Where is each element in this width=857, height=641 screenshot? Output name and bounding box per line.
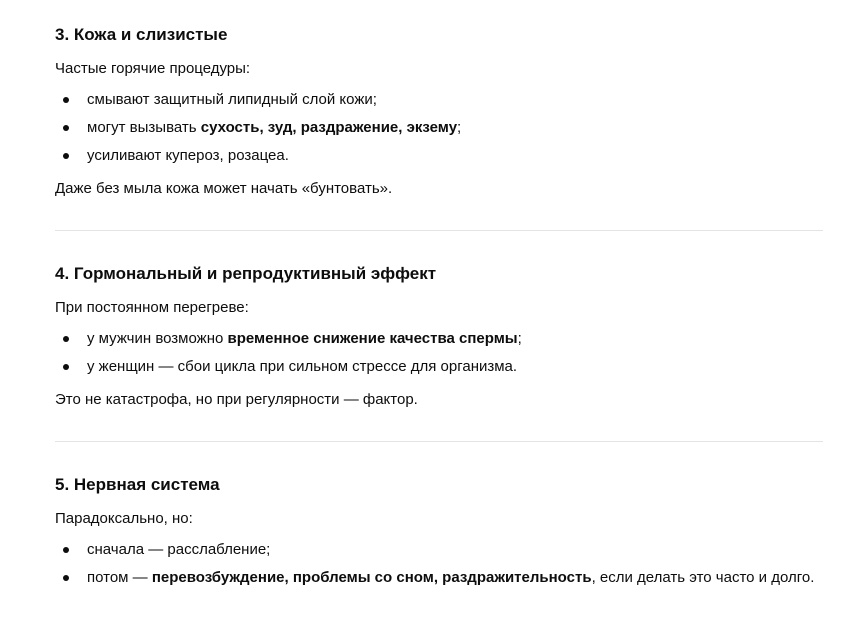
list-item: у мужчин возможно временное снижение качества спермы;: [55, 325, 822, 353]
bullet-icon: [63, 364, 69, 370]
section-title: 5. Нервная система: [55, 475, 220, 494]
section-title: 3. Кожа и слизистые: [55, 25, 228, 44]
bullet-icon: [63, 97, 69, 103]
list-item: у женщин — сбои цикла при сильном стрессе для организма.: [55, 353, 822, 381]
list-item: смывают защитный липидный слой кожи;: [55, 86, 822, 114]
bullet-icon: [63, 336, 69, 342]
section-outro: Даже без мыла кожа может начать «бунтовать».: [55, 180, 393, 197]
section-intro: Частые горячие процедуры:: [55, 60, 251, 77]
section-title: 4. Гормональный и репродуктивный эффект: [55, 264, 437, 283]
section-intro: При постоянном перегреве:: [55, 299, 249, 316]
list-item: могут вызывать сухость, зуд, раздражение, экзему;: [55, 114, 822, 142]
bullet-list: [55, 86, 823, 170]
bullet-list: [55, 325, 823, 381]
section-intro: Парадоксально, но:: [55, 510, 193, 527]
divider: [55, 230, 823, 231]
section-nervous-system: [55, 472, 823, 592]
divider: [55, 441, 823, 442]
bullet-icon: [63, 125, 69, 131]
section-skin: [55, 22, 823, 200]
article-content: [55, 22, 823, 592]
list-item: усиливают купероз, розацеа.: [55, 142, 822, 170]
bullet-icon: [63, 547, 69, 553]
section-outro: Это не катастрофа, но при регулярности — фактор.: [55, 391, 418, 408]
bullet-icon: [63, 575, 69, 581]
list-item: потом — перевозбуждение, проблемы со сном, раздражительность, если делать это часто и долго.: [55, 564, 822, 592]
bullet-list: [55, 536, 823, 592]
section-hormonal: [55, 261, 823, 411]
bullet-icon: [63, 153, 69, 159]
list-item: сначала — расслабление;: [55, 536, 822, 564]
